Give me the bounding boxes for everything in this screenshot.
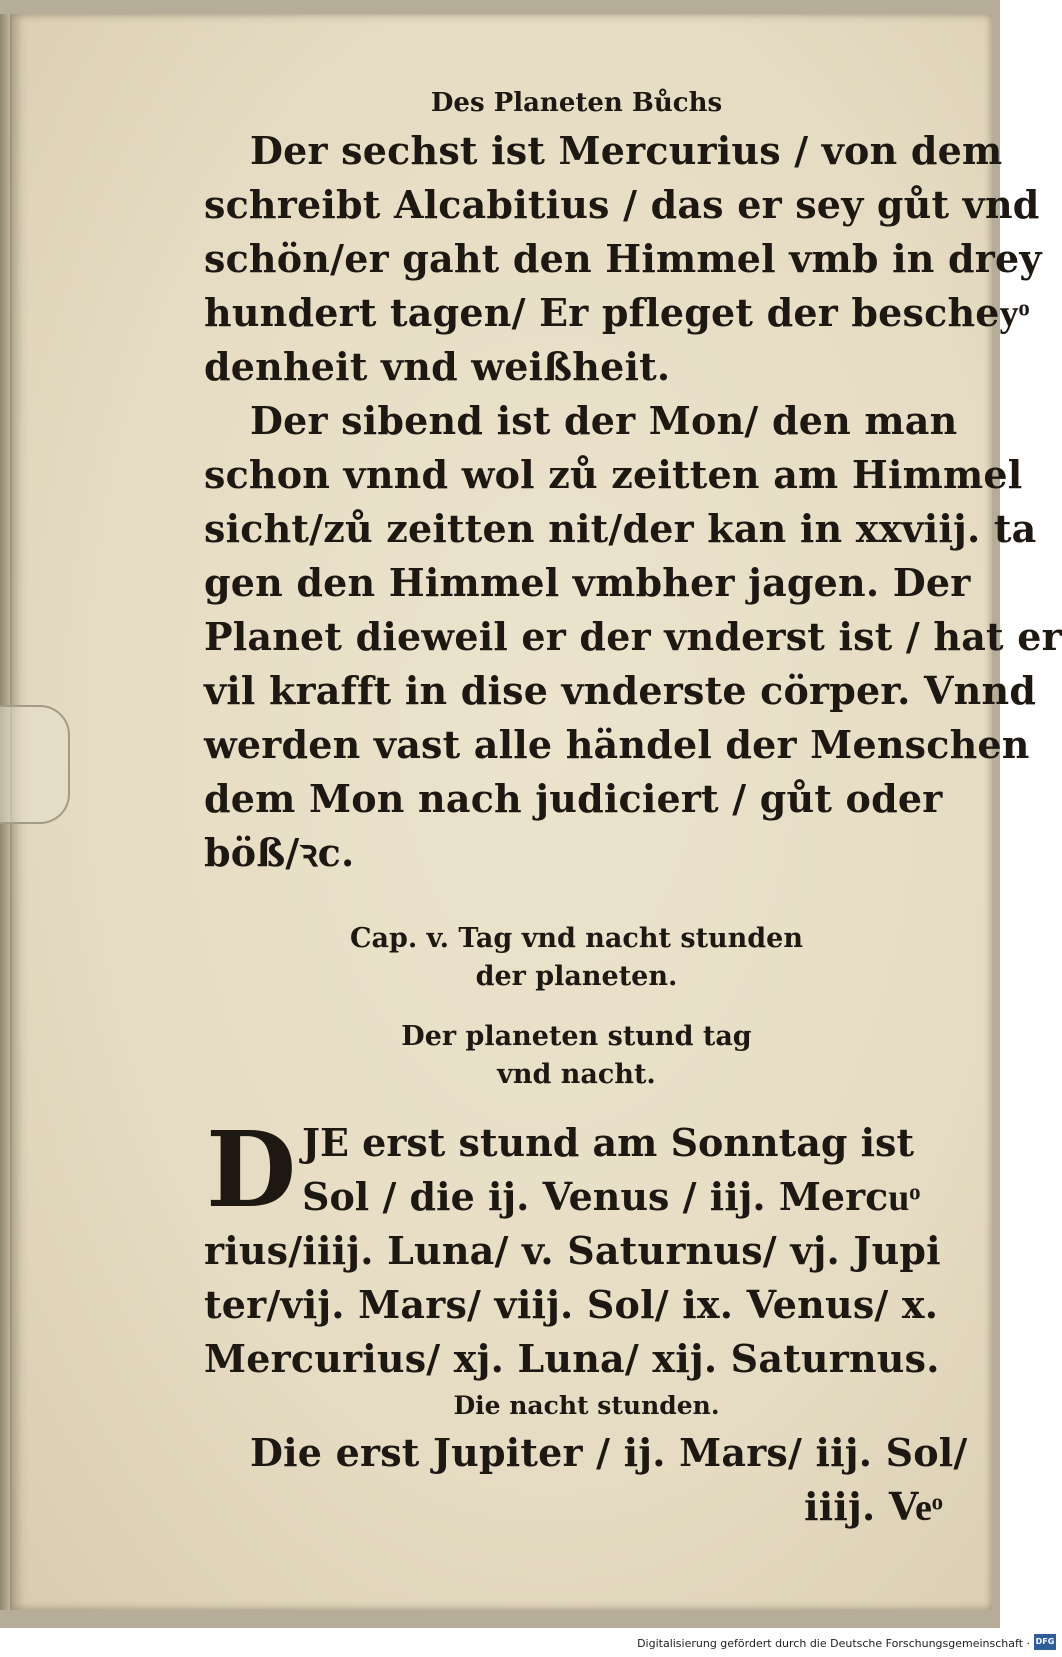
text-line: schreibt Alcabitius / das er sey gůt vnd [204,182,1040,227]
text-line: iiij. Veͦ [804,1484,943,1529]
text-line: gen den Himmel vmbher jagen. Der [204,560,971,605]
text-line: dem Mon nach judiciert / gůt oder [204,776,943,821]
text-line: rius/iiij. Luna/ v. Saturnus/ vj. Jupi [204,1228,941,1273]
text-line: Planet dieweil er der vnderst ist / hat er [204,614,1062,659]
running-head: Des Planeten Bůchs [430,88,723,118]
text-line: Sol / die ij. Venus / iij. Mercuͦ [302,1174,921,1219]
text-line: Mercurius/ xj. Luna/ xij. Saturnus. [204,1336,940,1381]
text-line: schon vnnd wol zů zeitten am Himmel [204,452,1023,497]
text-line: ter/vij. Mars/ viij. Sol/ ix. Venus/ x. [204,1282,939,1327]
spacer [204,1094,949,1116]
day-paragraph [204,1224,949,1386]
night-heading: Die nacht stunden. [453,1391,720,1420]
paragraph-mon [204,394,1062,880]
footer-credit: Digitalisierung gefördert durch die Deutsche Forschungsgemeinschaft · [637,1637,1030,1650]
chapter-heading-line: der planeten. [475,961,678,992]
text-line: werden vast alle händel der Menschen [204,722,1030,767]
day-heading [204,1018,949,1094]
text-line: JE erst stund am Sonntag ist [302,1120,915,1165]
text-line: hundert tagen/ Er pfleget der bescheyͦ [204,290,1030,335]
page-clip-tab [0,705,70,824]
chapter-heading-line: Cap. v. Tag vnd nacht stunden [349,923,803,954]
text-line: Der sibend ist der Mon/ den man [250,398,958,443]
night-paragraph [204,1426,968,1534]
chapter-heading [204,920,949,996]
text-line: schön/er gaht den Himmel vmb in drey [204,236,1042,281]
text-line: böß/ꝛc. [204,830,355,875]
dfg-logo-icon: DFG [1034,1634,1056,1650]
day-heading-line: vnd nacht. [497,1059,656,1090]
text-line: vil krafft in dise vnderste cörper. Vnnd [204,668,1037,713]
text-line: denheit vnd weißheit. [204,344,671,389]
text-line: Der sechst ist Mercurius / von dem [250,128,1003,173]
decorated-initial-block [204,1108,949,1231]
day-heading-line: Der planeten stund tag [401,1021,752,1052]
text-line: Die erst Jupiter / ij. Mars/ iij. Sol/ [250,1430,968,1475]
decorated-initial: D [206,1108,297,1231]
paragraph-mercurius [204,124,1042,394]
page-text [204,86,1062,1534]
text-line: sicht/zů zeitten nit/der kan in xxviij. ta [204,506,1037,551]
spacer [204,880,949,920]
spacer [204,996,949,1018]
